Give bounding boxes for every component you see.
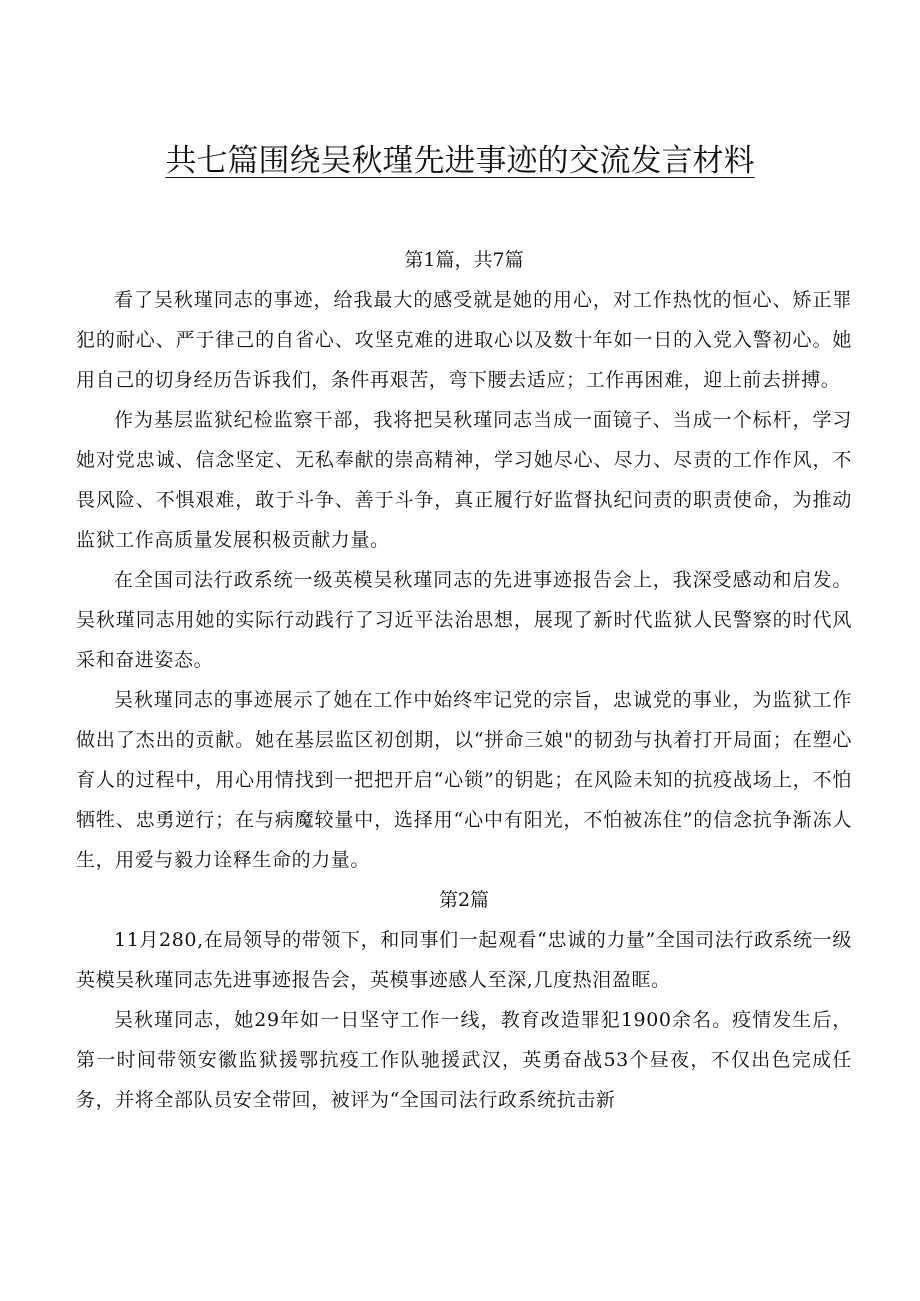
section-heading: 第2篇 xyxy=(438,889,490,911)
paragraph: 11月280,在局领导的带领下，和同事们一起观看“忠诚的力量”全国司法行政系统一级英模吴秋瑾同志先进事迹报告会，英模事迹感人至深,几度热泪盈眶。 xyxy=(76,929,852,991)
section-2 xyxy=(76,880,852,1120)
paragraph: 作为基层监狱纪检监察干部，我将把吴秋瑾同志当成一面镜子、当成一个标杆，学习她对党忠诚、信念坚定、无私奉献的崇高精神，学习她尽心、尽力、尽责的工作作风，不畏风险、不惧艰难，敢于斗争、善于斗争，真正履行好监督执纪问责的职责使命，为推动监狱工作高质量发展积极贡献力量。 xyxy=(76,409,852,551)
document-body xyxy=(76,240,852,1120)
paragraph: 吴秋瑾同志，她29年如一日坚守工作一线，教育改造罪犯1900余名。疫情发生后，第一时间带领安徽监狱援鄂抗疫工作队驰援武汉，英勇奋战53个昼夜，不仅出色完成任务，并将全部队员安全带回，被评为“全国司法行政系统抗击新 xyxy=(76,1009,852,1111)
paragraph: 吴秋瑾同志的事迹展示了她在工作中始终牢记党的宗旨，忠诚党的事业，为监狱工作做出了杰出的贡献。她在基层监区初创期，以“拼命三娘"的韧劲与执着打开局面；在塑心育人的过程中，用心用情找到一把把开启“心锁”的钥匙；在风险未知的抗疫战场上，不怕牺牲、忠勇逆行；在与病魔较量中，选择用“心中有阳光，不怕被冻住”的信念抗争渐冻人生，用爱与毅力诠释生命的力量。 xyxy=(76,689,852,871)
paragraph: 在全国司法行政系统一级英模吴秋瑾同志的先进事迹报告会上，我深受感动和启发。吴秋瑾同志用她的实际行动践行了习近平法治思想，展现了新时代监狱人民警察的时代风采和奋进姿态。 xyxy=(76,569,852,671)
section-1 xyxy=(76,240,852,880)
paragraph: 看了吴秋瑾同志的事迹，给我最大的感受就是她的用心，对工作热忱的恒心、矫正罪犯的耐心、严于律己的自省心、攻坚克难的进取心以及数十年如一日的入党入警初心。她用自己的切身经历告诉我们，条件再艰苦，弯下腰去适应；工作再困难，迎上前去拼搏。 xyxy=(76,289,852,391)
document-title xyxy=(0,139,920,183)
document-title-text: 共七篇围绕吴秋瑾先进事迹的交流发言材料 xyxy=(165,143,755,179)
section-heading: 第1篇，共7篇 xyxy=(404,249,524,271)
